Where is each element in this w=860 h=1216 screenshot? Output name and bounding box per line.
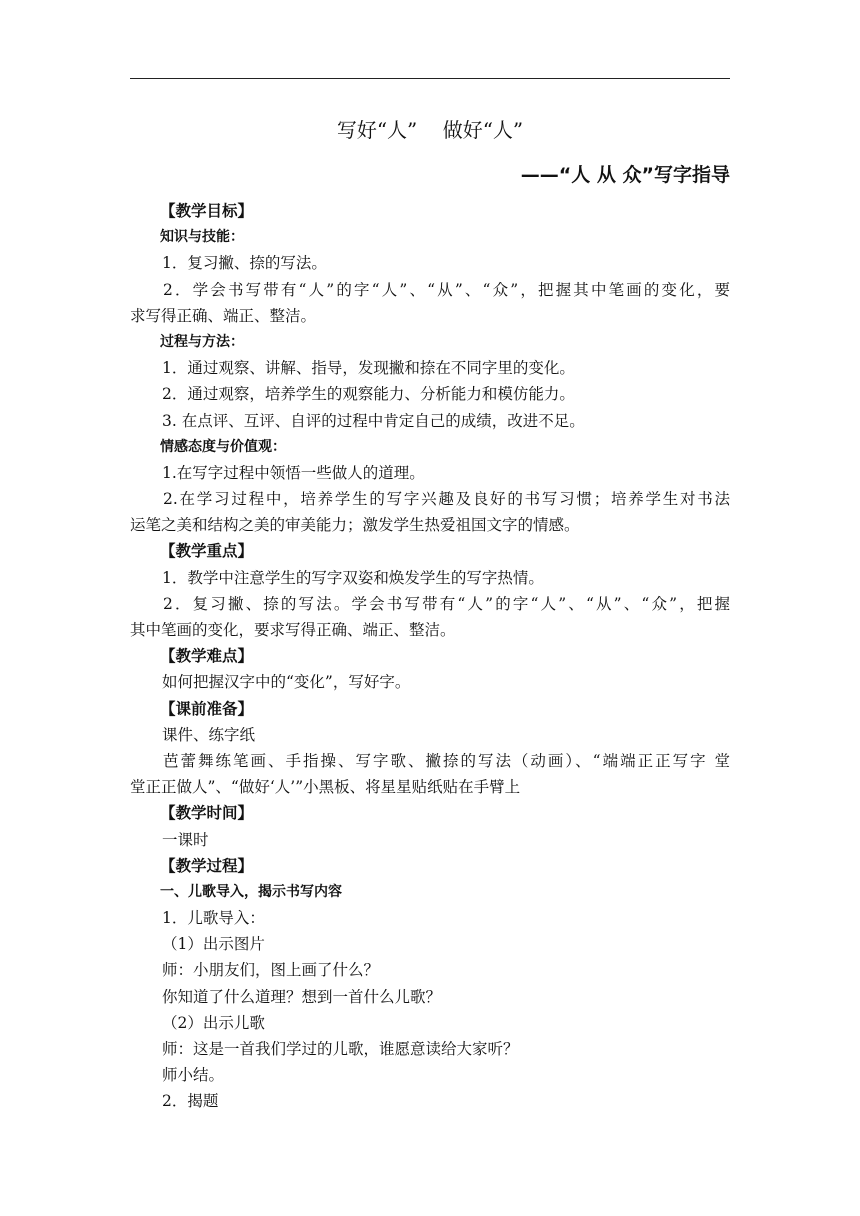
paragraph-line: 1．教学中注意学生的写字双姿和焕发学生的写字热情。 xyxy=(162,568,544,587)
paragraph-line: 如何把握汉字中的“变化”，写好字。 xyxy=(162,673,411,692)
section-heading: 【教学难点】 xyxy=(160,647,254,666)
paragraph-line: 芭蕾舞练笔画、手指操、写字歌、撇捺的写法（动画）、“端端正正写字 堂 xyxy=(163,751,730,770)
section-heading: 【教学过程】 xyxy=(160,856,254,875)
paragraph-line: 师：这是一首我们学过的儿歌，谁愿意读给大家听？ xyxy=(162,1040,519,1058)
paragraph-line: 一课时 xyxy=(162,830,209,849)
paragraph-line: 1．复习撇、捺的写法。 xyxy=(162,254,327,273)
document-body xyxy=(130,198,730,1115)
paragraph-line: 2．复习撇、捺的写法。学会书写带有“人”的字“人”、“从”、“众”，把握 xyxy=(163,594,730,613)
subsection-heading: 过程与方法： xyxy=(160,333,244,350)
paragraph-line: 师小结。 xyxy=(162,1066,225,1085)
page-title: 写好“人” 做好“人” xyxy=(336,118,524,142)
paragraph-continuation: 其中笔画的变化，要求写得正确、端正、整洁。 xyxy=(130,621,456,639)
paragraph-line: 课件、练字纸 xyxy=(162,725,256,744)
page-subtitle: ——“人 从 众”写字指导 xyxy=(520,164,730,186)
subsection-heading: 一、儿歌导入，揭示书写内容 xyxy=(160,883,342,900)
paragraph-line: 1．儿歌导入： xyxy=(162,909,265,928)
paragraph-continuation: 求写得正确、端正、整洁。 xyxy=(130,306,317,325)
paragraph-line: 2.在学习过程中，培养学生的写字兴趣及良好的书写习惯；培养学生对书法 xyxy=(163,490,730,509)
paragraph-line: 2．揭题 xyxy=(162,1092,219,1111)
paragraph-continuation: 运笔之美和结构之美的审美能力；激发学生热爱祖国文字的情感。 xyxy=(130,516,580,535)
paragraph-line: 2．通过观察，培养学生的观察能力、分析能力和模仿能力。 xyxy=(162,385,575,404)
paragraph-line: 你知道了什么道理？想到一首什么儿歌？ xyxy=(162,987,442,1006)
section-heading: 【教学时间】 xyxy=(160,804,254,823)
subsection-heading: 情感态度与价值观： xyxy=(160,438,286,455)
paragraph-line: （2）出示儿歌 xyxy=(162,1013,265,1032)
section-heading: 【教学目标】 xyxy=(160,202,254,220)
paragraph-line: 3. 在点评、互评、自评的过程中肯定自己的成绩，改进不足。 xyxy=(162,411,585,430)
section-heading: 【教学重点】 xyxy=(160,542,254,561)
subsection-heading: 知识与技能： xyxy=(160,229,244,246)
paragraph-line: 2．学会书写带有“人”的字“人”、“从”、“众”，把握其中笔画的变化，要 xyxy=(163,280,730,299)
header-rule xyxy=(130,78,730,79)
paragraph-line: 1．通过观察、讲解、指导，发现撇和捺在不同字里的变化。 xyxy=(162,359,575,378)
paragraph-line: 1.在写字过程中领悟一些做人的道理。 xyxy=(162,463,425,482)
paragraph-line: （1）出示图片 xyxy=(162,935,265,954)
paragraph-line: 师：小朋友们，图上画了什么？ xyxy=(162,961,380,980)
paragraph-continuation: 堂正正做人”、“做好‘人’”小黑板、将星星贴纸贴在手臂上 xyxy=(130,778,521,797)
section-heading: 【课前准备】 xyxy=(160,699,254,718)
